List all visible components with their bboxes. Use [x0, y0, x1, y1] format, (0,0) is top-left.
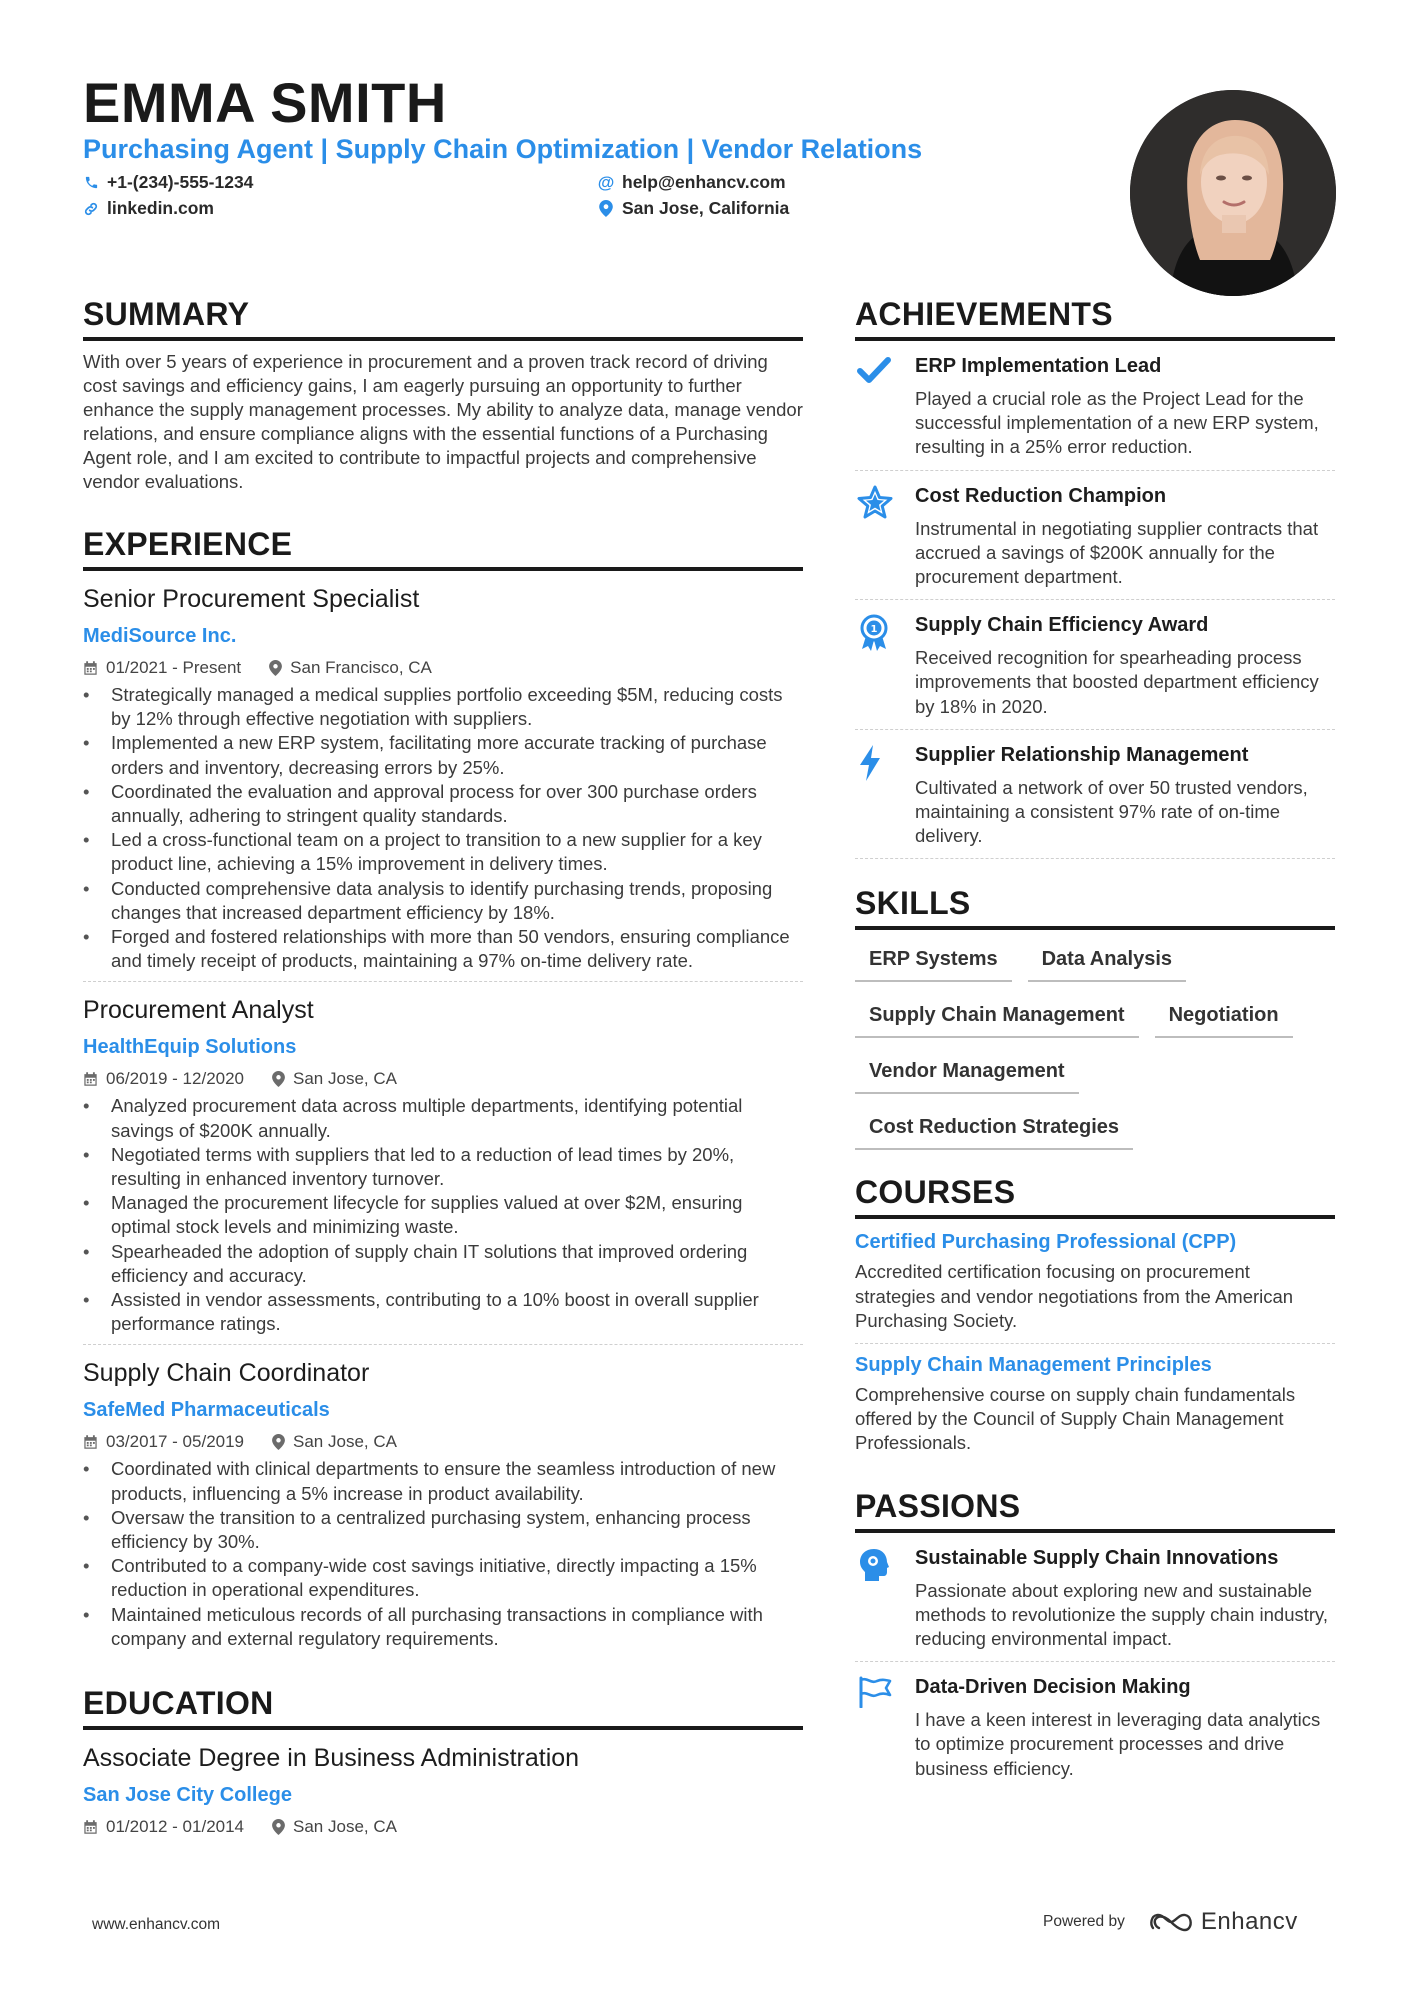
- skill-tag: Vendor Management: [855, 1052, 1079, 1094]
- passion-desc: I have a keen interest in leveraging data analytics to optimize procurement processes and drive business efficiency.: [915, 1709, 1321, 1779]
- job-dates: [83, 658, 241, 678]
- course-item: [855, 1219, 1335, 1344]
- summary-text: With over 5 years of experience in procurement and a proven track record of driving cost savings and efficiency gains, I am eagerly pursuing an opportunity to further enhance the supply management processes. My ability to analyze data, manage vendor relations, and ensure compliance aligns with the essential functions of a Purchasing Agent role, and I am excited to contribute to impactful projects and comprehensive vendor evaluations.: [83, 351, 803, 492]
- job-bullet: • Coordinated with clinical departments to ensure the seamless introduction of new products, influencing a 5% increase in product availability.: [83, 1457, 803, 1505]
- experience-entry: [83, 1359, 803, 1651]
- powered-by-label: Powered by: [1043, 1913, 1125, 1930]
- job-bullet: • Analyzed procurement data across multiple departments, identifying potential savings of $200K annually.: [83, 1094, 803, 1142]
- brand-logo[interactable]: [1149, 1908, 1298, 1936]
- location-pin-icon: [272, 1819, 285, 1835]
- job-bullets: [83, 1457, 803, 1651]
- phone-icon: [83, 175, 99, 191]
- location-pin-icon: [269, 660, 282, 676]
- summary-heading: SUMMARY: [83, 296, 803, 341]
- right-column: [855, 296, 1335, 1791]
- achievement-item: [855, 341, 1335, 471]
- passion-title: Sustainable Supply Chain Innovations: [915, 1546, 1279, 1569]
- job-bullet: • Coordinated the evaluation and approval process for over 300 purchase orders annually, adhering to stringent quality standards.: [83, 780, 803, 828]
- job-bullet: • Managed the procurement lifecycle for supplies valued at over $2M, ensuring optimal stock levels and minimizing waste.: [83, 1191, 803, 1239]
- checkmark-icon: [855, 355, 915, 460]
- email-text: help@enhancv.com: [622, 172, 786, 192]
- job-location-text: San Jose, CA: [293, 1069, 397, 1089]
- experience-entry: [83, 585, 803, 982]
- entry-divider: [83, 981, 803, 982]
- footer-website[interactable]: www.enhancv.com: [92, 1916, 221, 1933]
- passion-desc: Passionate about exploring new and sustainable methods to revolutionize the supply chain industry, reducing environmental impact.: [915, 1579, 1329, 1650]
- calendar-icon: [83, 1819, 98, 1835]
- flag-icon: [855, 1676, 915, 1781]
- job-dates-text: 01/2021 - Present: [106, 658, 242, 677]
- location-pin-icon: [272, 1434, 285, 1450]
- job-meta: [83, 1432, 803, 1452]
- education-heading: EDUCATION: [83, 1685, 803, 1730]
- left-column: [83, 296, 803, 1837]
- job-bullet: • Contributed to a company-wide cost savings initiative, directly impacting a 15% reduction in operational expenditures.: [83, 1554, 803, 1602]
- education-location: [272, 1817, 397, 1837]
- link-icon: [83, 201, 99, 217]
- job-bullet: • Assisted in vendor assessments, contributing to a 10% boost in overall supplier performance ratings.: [83, 1288, 803, 1336]
- profile-photo: [1130, 90, 1336, 296]
- job-meta: [83, 658, 803, 678]
- achievement-desc: Instrumental in negotiating supplier contracts that accrued a savings of $200K annually for the procurement department.: [915, 517, 1319, 588]
- course-desc: Comprehensive course on supply chain fundamentals offered by the Council of Supply Chain Management Professionals.: [855, 1384, 1296, 1454]
- job-bullet: • Oversaw the transition to a centralized purchasing system, enhancing process efficiency by 30%.: [83, 1506, 803, 1554]
- achievement-title: Supply Chain Efficiency Award: [915, 614, 1209, 637]
- course-title: Certified Purchasing Professional (CPP): [855, 1231, 1237, 1254]
- experience-heading: EXPERIENCE: [83, 526, 803, 571]
- job-dates-text: 06/2019 - 12/2020: [106, 1069, 245, 1089]
- degree-title: Associate Degree in Business Administration: [83, 1744, 580, 1773]
- job-location: [272, 1432, 397, 1452]
- job-bullet: • Spearheaded the adoption of supply chain IT solutions that improved ordering efficiency and accuracy.: [83, 1240, 803, 1288]
- achievement-item: [855, 471, 1335, 601]
- education-dates: [83, 1817, 244, 1837]
- skills-heading: SKILLS: [855, 885, 1335, 930]
- courses-heading: COURSES: [855, 1174, 1335, 1219]
- job-bullet: • Conducted comprehensive data analysis to identify purchasing trends, proposing changes that increased department efficiency by 18%.: [83, 877, 803, 925]
- achievement-item: [855, 600, 1335, 730]
- job-bullet: • Maintained meticulous records of all purchasing transactions in compliance with company and external regulatory requirements.: [83, 1603, 803, 1651]
- passions-heading: PASSIONS: [855, 1488, 1335, 1533]
- lightning-bolt-icon: [855, 744, 915, 849]
- skill-tag: Negotiation: [1155, 996, 1293, 1038]
- company-name: HealthEquip Solutions: [83, 1036, 297, 1059]
- course-desc: Accredited certification focusing on procurement strategies and vendor negotiations from the American Purchasing Society.: [855, 1261, 1294, 1331]
- achievement-item: [855, 730, 1335, 860]
- passion-title: Data-Driven Decision Making: [915, 1676, 1191, 1699]
- svg-text:1: 1: [870, 624, 878, 636]
- company-name: SafeMed Pharmaceuticals: [83, 1399, 330, 1422]
- company-name: MediSource Inc.: [83, 625, 237, 647]
- enhancv-logo-icon: [1149, 1910, 1193, 1934]
- calendar-icon: [83, 1434, 98, 1450]
- experience-entry: [83, 996, 803, 1345]
- achievement-title: Supplier Relationship Management: [915, 743, 1249, 766]
- entry-divider: [83, 1344, 803, 1345]
- achievement-desc: Cultivated a network of over 50 trusted vendors, maintaining a consistent 97% rate of on-time delivery.: [915, 776, 1308, 847]
- skill-tag: Supply Chain Management: [855, 996, 1139, 1038]
- job-location-text: San Jose, CA: [293, 1432, 397, 1452]
- course-item: [855, 1344, 1335, 1466]
- candidate-headline: Purchasing Agent | Supply Chain Optimization | Vendor Relations: [83, 134, 923, 164]
- star-icon: [855, 485, 915, 590]
- job-dates: [83, 1432, 244, 1452]
- footer-branding: [1043, 1908, 1298, 1936]
- job-bullet: • Forged and fostered relationships with more than 50 vendors, ensuring compliance and timely receipt of products, maintaining a 97% on-time delivery rate.: [83, 925, 803, 973]
- school-name: San Jose City College: [83, 1784, 292, 1807]
- job-bullet: • Negotiated terms with suppliers that led to a reduction of lead times by 20%, resulting in enhanced inventory turnover.: [83, 1143, 803, 1191]
- job-bullet: • Led a cross-functional team on a project to transition to a new supplier for a key product line, achieving a 15% improvement in delivery times.: [83, 828, 803, 876]
- achievement-desc: Played a crucial role as the Project Lead for the successful implementation of a new ERP system, resulting in a 25% error reduction.: [915, 388, 1319, 458]
- job-bullet: • Implemented a new ERP system, facilitating more accurate tracking of purchase orders and inventory, decreasing errors by 25%.: [83, 731, 803, 779]
- location-pin-icon: [598, 201, 614, 217]
- education-meta: [83, 1817, 803, 1837]
- achievements-heading: ACHIEVEMENTS: [855, 296, 1335, 341]
- phone-text: +1-(234)-555-1234: [107, 172, 254, 192]
- job-bullet: • Strategically managed a medical supplies portfolio exceeding $5M, reducing costs by 12% through effective negotiation with suppliers.: [83, 683, 803, 731]
- achievement-title: ERP Implementation Lead: [915, 355, 1162, 377]
- job-title: Supply Chain Coordinator: [83, 1359, 370, 1388]
- award-ribbon-icon: [855, 614, 915, 719]
- location-text: San Jose, California: [622, 198, 790, 218]
- calendar-icon: [83, 660, 98, 676]
- course-title: Supply Chain Management Principles: [855, 1354, 1212, 1377]
- at-sign-icon: @: [597, 172, 615, 192]
- job-title: Procurement Analyst: [83, 996, 314, 1025]
- skill-tag: ERP Systems: [855, 940, 1012, 982]
- education-dates-text: 01/2012 - 01/2014: [106, 1817, 245, 1837]
- job-location: [269, 658, 432, 678]
- achievement-title: Cost Reduction Champion: [915, 484, 1167, 507]
- calendar-icon: [83, 1071, 98, 1087]
- head-idea-icon: [855, 1547, 915, 1652]
- contact-phone[interactable]: [83, 172, 253, 193]
- passion-item: [855, 1533, 1335, 1663]
- contact-linkedin[interactable]: [83, 198, 214, 219]
- brand-name: Enhancv: [1200, 1908, 1298, 1935]
- passion-item: [855, 1662, 1335, 1791]
- job-bullets: [83, 1094, 803, 1336]
- education-entry: [83, 1744, 803, 1837]
- contact-email[interactable]: [598, 172, 786, 193]
- job-bullets: [83, 683, 803, 973]
- job-location: [272, 1069, 397, 1089]
- job-location-text: San Francisco, CA: [290, 658, 432, 677]
- contact-location: [598, 198, 789, 219]
- skills-list: [855, 940, 1335, 1164]
- job-dates: [83, 1069, 244, 1089]
- education-location-text: San Jose, CA: [293, 1817, 397, 1837]
- linkedin-text: linkedin.com: [107, 198, 214, 218]
- candidate-name: EMMA SMITH: [83, 71, 447, 134]
- job-dates-text: 03/2017 - 05/2019: [106, 1432, 245, 1452]
- skill-tag: Cost Reduction Strategies: [855, 1108, 1133, 1150]
- job-title: Senior Procurement Specialist: [83, 585, 420, 613]
- achievement-desc: Received recognition for spearheading process improvements that boosted department efficiency by 18% in 2020.: [915, 647, 1319, 717]
- location-pin-icon: [272, 1071, 285, 1087]
- skill-tag: Data Analysis: [1028, 940, 1186, 982]
- job-meta: [83, 1069, 803, 1089]
